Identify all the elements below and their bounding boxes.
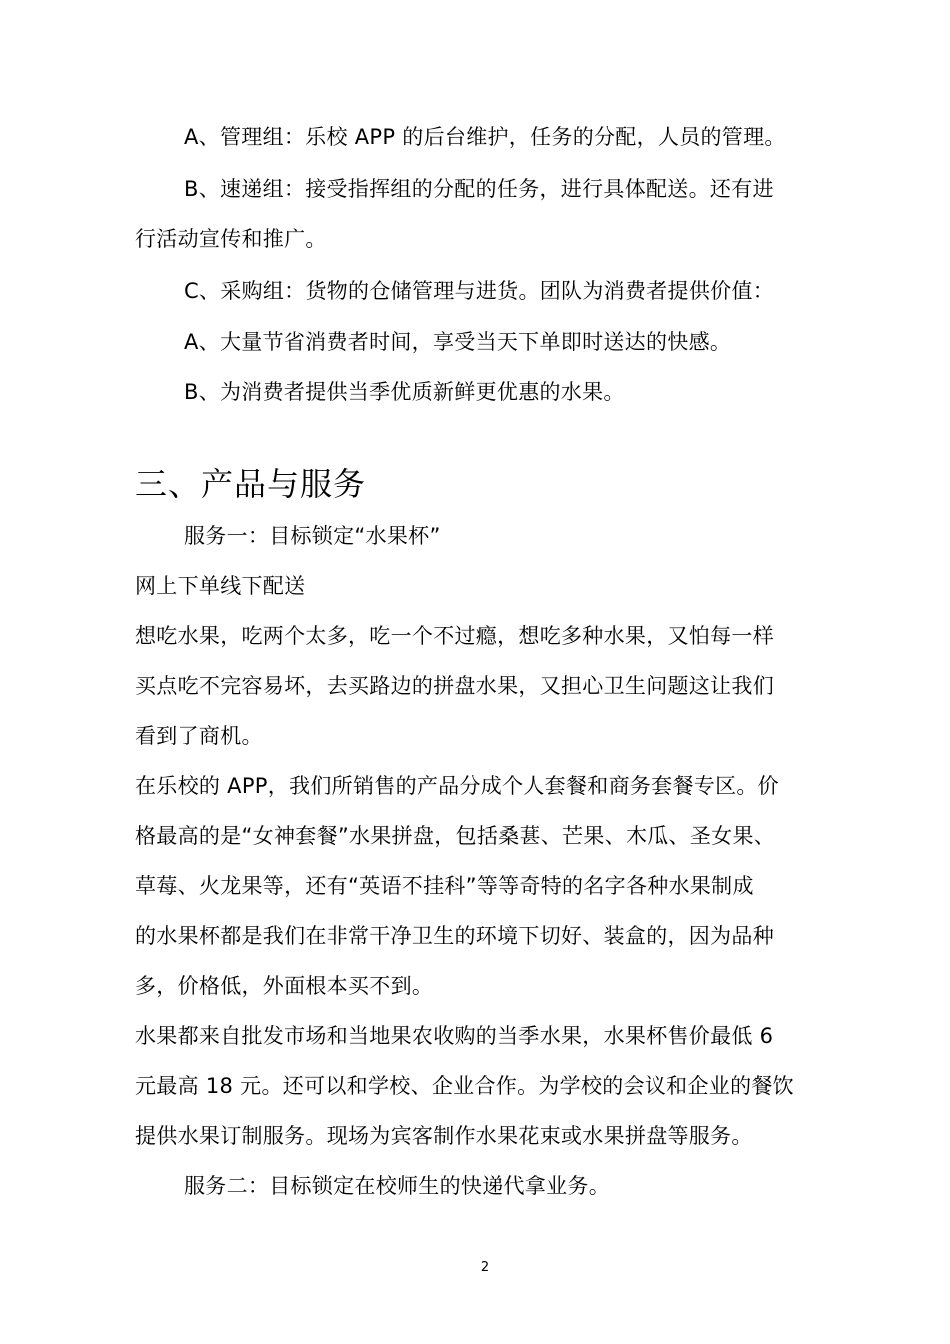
paragraph-line: 元最高 18 元。还可以和学校、企业合作。为学校的会议和企业的餐饮 (135, 1074, 794, 1098)
paragraph-line: 草莓、火龙果等，还有“英语不挂科”等等奇特的名字各种水果制成 (135, 874, 754, 898)
section-heading: 三、产品与服务 (135, 465, 367, 503)
paragraph-delivery-group-cont: 行活动宣传和推广。 (135, 227, 327, 251)
service-one-subtitle: 网上下单线下配送 (135, 574, 306, 598)
paragraph-line: 看到了商机。 (135, 724, 263, 748)
value-item-b: B、为消费者提供当季优质新鲜更优惠的水果。 (184, 380, 625, 404)
paragraph-purchase-group: C、采购组：货物的仓储管理与进货。团队为消费者提供价值： (184, 279, 775, 303)
paragraph-line: 格最高的是“女神套餐”水果拼盘，包括桑葚、芒果、木瓜、圣女果、 (135, 824, 776, 848)
paragraph-delivery-group: B、速递组：接受指挥组的分配的任务，进行具体配送。还有进 (184, 177, 774, 201)
paragraph-line: 多，价格低，外面根本买不到。 (135, 974, 434, 998)
page-number: 2 (480, 1260, 490, 1275)
service-two-title: 服务二：目标锁定在校师生的快递代拿业务。 (184, 1174, 610, 1198)
paragraph-management-group: A、管理组：乐校 APP 的后台维护，任务的分配，人员的管理。 (184, 125, 786, 149)
paragraph-line: 水果都来自批发市场和当地果农收购的当季水果，水果杯售价最低 6 (135, 1024, 774, 1048)
paragraph-line: 想吃水果，吃两个太多，吃一个不过瘾，想吃多种水果，又怕每一样 (135, 624, 774, 648)
paragraph-line: 提供水果订制服务。现场为宾客制作水果花束或水果拼盘等服务。 (135, 1124, 753, 1148)
paragraph-line: 买点吃不完容易坏，去买路边的拼盘水果，又担心卫生问题这让我们 (135, 674, 774, 698)
service-one-title: 服务一：目标锁定“水果杯” (184, 524, 441, 548)
value-item-a: A、大量节省消费者时间，享受当天下单即时送达的快感。 (184, 330, 732, 354)
paragraph-line: 在乐校的 APP，我们所销售的产品分成个人套餐和商务套餐专区。价 (135, 774, 779, 798)
paragraph-line: 的水果杯都是我们在非常干净卫生的环境下切好、装盒的，因为品种 (135, 924, 774, 948)
